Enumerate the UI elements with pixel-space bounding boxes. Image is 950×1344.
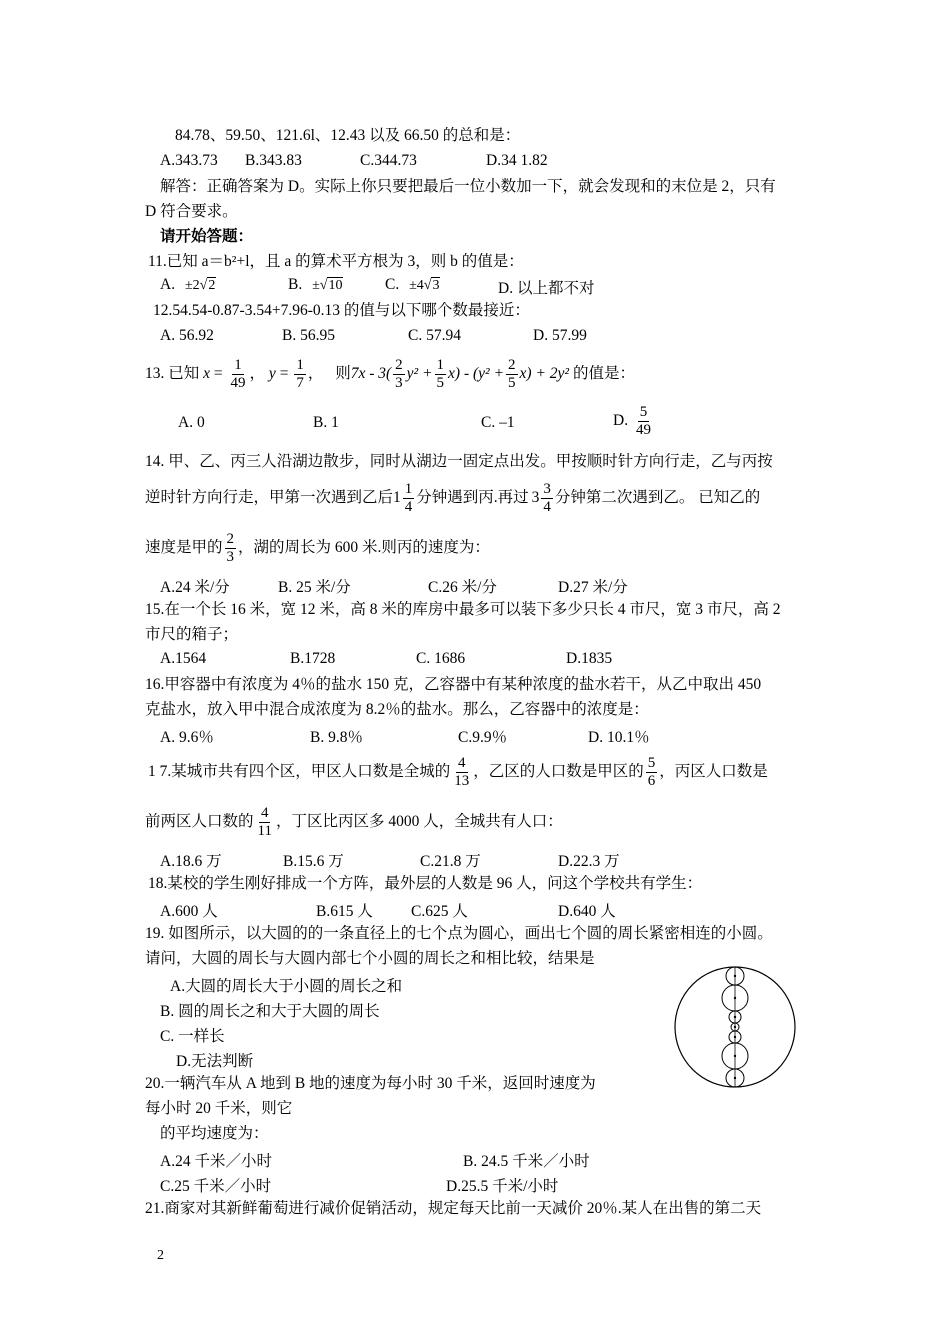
- center-dot: [734, 1016, 736, 1018]
- q14-option-b: B. 25 米/分: [278, 579, 351, 596]
- q17-option-d: D.22.3 万: [558, 853, 620, 870]
- q16-option-d: D. 10.1％: [588, 729, 650, 746]
- intro-option-a: A.343.73: [160, 152, 218, 169]
- q14-option-c: C.26 米/分: [428, 579, 497, 596]
- q18-text: 18.某校的学生刚好排成一个方阵，最外层的人数是 96 人，问这个学校共有学生：: [148, 875, 703, 892]
- q14-option-d: D.27 米/分: [558, 579, 628, 596]
- circles-figure: [668, 960, 802, 1094]
- q12-option-a: A. 56.92: [160, 327, 214, 344]
- q17-option-c: C.21.8 万: [420, 853, 481, 870]
- q11-text: 11.已知 a＝b²+l，且 a 的算术平方根为 3，则 b 的值是：: [148, 253, 524, 270]
- q19-line2: 请问，大圆的周长与大圆内部七个小圆的周长之和相比较，结果是: [145, 950, 595, 967]
- q11-option-b: B. ±√10: [288, 276, 343, 293]
- q17-line2: 前两区人口数的 $\frac{4}{11}$ ，丁区比丙区多 4000 人，全城共有人口：: [145, 804, 563, 839]
- q14-line2: 逆时针方向行走，甲第一次遇到乙后1 $\frac{1}{4}$ 分钟遇到丙.再过 3 $\frac{3}{4}$ 分钟第二次遇到乙。 已知乙的: [145, 480, 761, 515]
- q19-option-c: C. 一样长: [160, 1028, 225, 1045]
- q20-line1: 20.一辆汽车从 A 地到 B 地的速度为每小时 30 千米，返回时速度为: [145, 1075, 596, 1092]
- start-heading: 请开始答题：: [160, 228, 254, 245]
- q11-option-c: C. ±4√3: [385, 276, 440, 293]
- q16-line1: 16.甲容器中有浓度为 4％的盐水 150 克，乙容器中有某种浓度的盐水若干，从乙中取出 450: [145, 676, 762, 693]
- q21-line1: 21.商家对其新鲜葡萄进行减价促销活动，规定每天比前一天减价 20％.某人在出售的第二天: [145, 1200, 762, 1217]
- q17-option-a: A.18.6 万: [160, 853, 222, 870]
- q15-option-d: D.1835: [566, 650, 613, 667]
- q16-option-b: B. 9.8％: [310, 729, 363, 746]
- center-dot: [734, 1055, 736, 1057]
- q13-option-c: C. –1: [481, 414, 515, 431]
- q14-option-a: A.24 米/分: [160, 579, 230, 596]
- q20-line2: 每小时 20 千米，则它: [145, 1100, 293, 1117]
- q13-option-b: B. 1: [313, 414, 339, 431]
- q15-option-c: C. 1686: [416, 650, 466, 667]
- intro-question: 84.78、59.50、121.6l、12.43 以及 66.50 的总和是：: [175, 127, 521, 144]
- q16-option-c: C.9.9％: [458, 729, 508, 746]
- q15-line2: 市尺的箱子；: [145, 626, 239, 643]
- q19-option-b: B. 圆的周长之和大于大圆的周长: [160, 1003, 380, 1020]
- q16-line2: 克盐水，放入甲中混合成浓度为 8.2％的盐水。那么，乙容器中的浓度是：: [145, 701, 649, 718]
- intro-option-d: D.34 1.82: [486, 152, 548, 169]
- q12-option-c: C. 57.94: [408, 327, 461, 344]
- q14-line3: 速度是甲的 $\frac{2}{3}$ ，湖的周长为 600 米.则丙的速度为：: [145, 530, 490, 565]
- q15-option-a: A.1564: [160, 650, 207, 667]
- intro-answer-line2: D 符合要求。: [145, 203, 238, 220]
- q18-option-d: D.640 人: [558, 903, 616, 920]
- center-dot: [734, 1026, 736, 1028]
- center-dot: [734, 997, 736, 999]
- q13-text: 13. 已知 x = $\frac{1}{49}$ ， y = $\frac{1}{7}$ ， 则7x - 3( $\frac{2}{3}$ y² + $\frac{1}{5}$ x) - (y² + $\frac{2}{5}$ x) + 2y² 的值是：: [145, 356, 635, 391]
- q17-line1: 1 7.某城市共有四个区，甲区人口数是全城的 $\frac{4}{13}$ ，乙区的人口数是甲区的 $\frac{5}{6}$ ，丙区人口数是: [148, 754, 768, 789]
- center-dot: [734, 1036, 736, 1038]
- q15-line1: 15.在一个长 16 米，宽 12 米，高 8 米的库房中最多可以装下多少只长 4 市尺，宽 3 市尺，高 2: [145, 601, 781, 618]
- q12-option-b: B. 56.95: [282, 327, 335, 344]
- intro-option-b: B.343.83: [245, 152, 302, 169]
- q20-line3: 的平均速度为：: [160, 1125, 269, 1142]
- center-dot: [734, 975, 736, 977]
- intro-answer-line1: 解答：正确答案为 D。实际上你只要把最后一位小数加一下，就会发现和的末位是 2，只有: [160, 178, 776, 195]
- q20-option-a: A.24 千米／小时: [160, 1153, 272, 1170]
- q19-option-d: D.无法判断: [176, 1053, 254, 1070]
- q17-option-b: B.15.6 万: [283, 853, 344, 870]
- q19-line1: 19. 如图所示，以大圆的的一条直径上的七个点为圆心，画出七个圆的周长紧密相连的小圆。: [145, 925, 773, 942]
- q20-option-b: B. 24.5 千米／小时: [463, 1153, 590, 1170]
- q15-option-b: B.1728: [290, 650, 336, 667]
- page-number: 2: [157, 1248, 164, 1263]
- q11-option-a: A. ±2√2: [160, 276, 216, 293]
- q18-option-b: B.615 人: [316, 903, 373, 920]
- q20-option-c: C.25 千米／小时: [160, 1178, 272, 1195]
- q18-option-c: C.625 人: [411, 903, 468, 920]
- q14-line1: 14. 甲、乙、丙三人沿湖边散步，同时从湖边一固定点出发。甲按顺时针方向行走，乙与丙按: [145, 453, 773, 470]
- q19-option-a: A.大圆的周长大于小圆的周长之和: [170, 978, 403, 995]
- q12-text: 12.54.54-0.87-3.54+7.96-0.13 的值与以下哪个数最接近：: [153, 302, 530, 319]
- center-dot: [734, 1077, 736, 1079]
- q13-option-a: A. 0: [178, 414, 205, 431]
- intro-option-c: C.344.73: [360, 152, 417, 169]
- q16-option-a: A. 9.6％: [160, 729, 214, 746]
- q11-option-d: D. 以上都不对: [498, 280, 595, 297]
- q20-option-d: D.25.5 千米/小时: [446, 1178, 559, 1195]
- q12-option-d: D. 57.99: [533, 327, 587, 344]
- q13-option-d: D. $\frac{5}{49}$: [613, 403, 651, 438]
- q18-option-a: A.600 人: [160, 903, 218, 920]
